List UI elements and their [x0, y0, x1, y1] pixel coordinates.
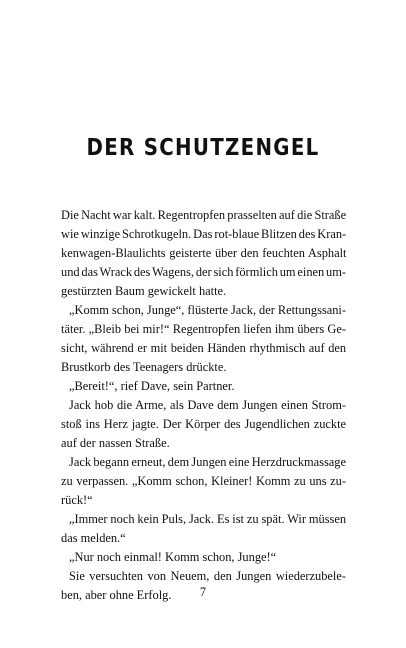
- page-number: 7: [199, 585, 207, 599]
- body-text: [61, 206, 346, 605]
- text-line: zu verpassen. „Komm schon, Kleiner! Komm zu uns zu-: [61, 474, 346, 488]
- text-line: sicht, während er mit beiden Händen rhythmisch auf den: [61, 341, 347, 355]
- text-line: ben, aber ohne Erfolg.: [61, 588, 172, 602]
- text-line: Jack hob die Arme, als Dave dem Jungen einen Strom-: [69, 398, 346, 412]
- text-line: täter. „Bleib bei mir!“ Regentropfen liefen ihm übers Ge-: [61, 322, 346, 336]
- text-line: „Nur noch einmal! Komm schon, Junge!“: [69, 550, 277, 564]
- text-line: „Immer noch kein Puls, Jack. Es ist zu spät. Wir müssen: [69, 512, 347, 526]
- text-line: rück!“: [61, 493, 93, 507]
- text-line: „Bereit!“, rief Dave, sein Partner.: [69, 379, 235, 393]
- text-line: Jack begann erneut, dem Jungen eine Herzdruckmassage: [69, 455, 346, 469]
- text-line: Brustkorb des Teenagers drückte.: [61, 360, 227, 374]
- text-line: kenwagen-Blaulichts geisterte über den feuchten Asphalt: [61, 246, 347, 260]
- text-line: auf der nassen Straße.: [61, 436, 170, 450]
- text-line: stoß ins Herz jagte. Der Körper des Jugendlichen zuckte: [61, 417, 347, 431]
- text-line: wie winzige Schrotkugeln. Das rot-blaue Blitzen des Kran-: [61, 227, 347, 241]
- text-line: Die Nacht war kalt. Regentropfen prasselten auf die Straße: [61, 208, 347, 222]
- text-line: Sie versuchten von Neuem, den Jungen wiederzubele-: [69, 569, 346, 583]
- text-line: „Komm schon, Junge“, flüsterte Jack, der Rettungssani-: [69, 303, 346, 317]
- text-line: und das Wrack des Wagens, der sich förmlich um einen um-: [61, 265, 346, 279]
- text-line: gestürzten Baum gewickelt hatte.: [61, 284, 227, 298]
- chapter-title: DER SCHUTZENGEL: [86, 135, 320, 161]
- text-line: das melden.“: [61, 531, 126, 545]
